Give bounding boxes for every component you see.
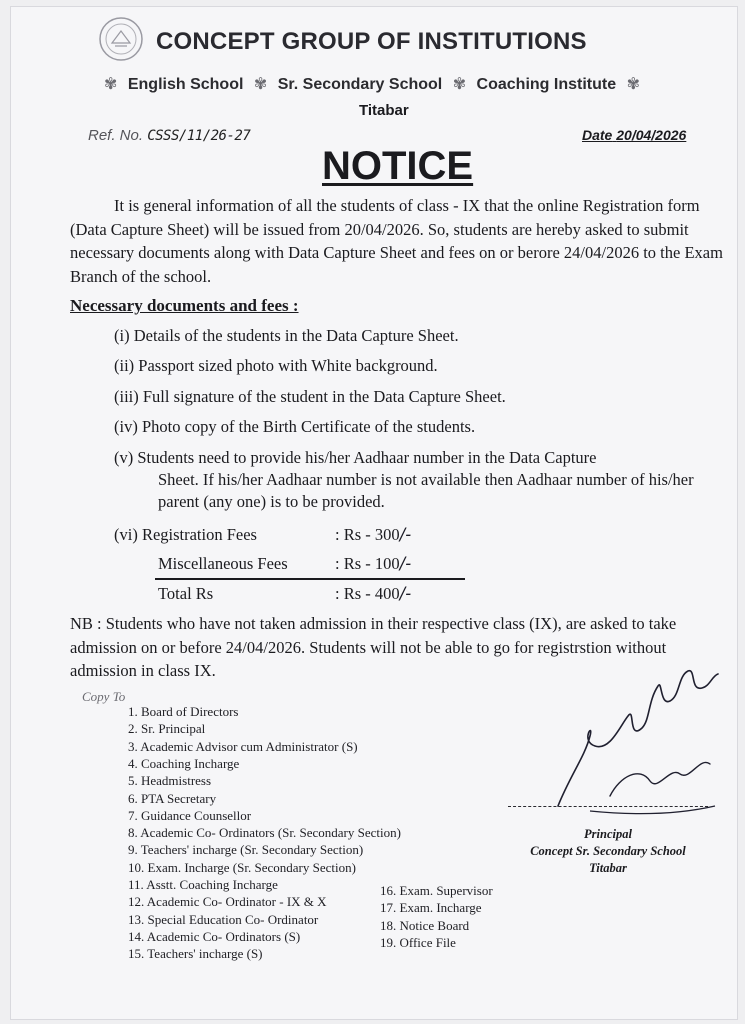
star-icon: ✾ — [104, 76, 118, 93]
copy-to-heading: Copy To — [82, 689, 126, 704]
copy-to-item: 1. Board of Directors — [128, 704, 239, 719]
copy-to-item: 14. Academic Co- Ordinators (S) — [128, 928, 301, 944]
signatory-title: Principal — [584, 827, 632, 841]
signatory-school: Concept Sr. Secondary School — [530, 844, 686, 858]
copy-to-item: 18. Notice Board — [380, 917, 470, 933]
pen-mark: /- — [399, 584, 412, 603]
copy-to-item: 13. Special Education Co- Ordinator — [128, 911, 319, 927]
copy-to-item: 2. Sr. Principal — [128, 721, 206, 737]
institution-name: CONCEPT GROUP OF INSTITUTIONS — [156, 28, 587, 55]
fee-total-label: Total Rs — [158, 584, 214, 603]
date-value: 20/04/2026 — [616, 127, 687, 143]
notice-title: NOTICE — [322, 144, 474, 188]
institution-location: Titabar — [359, 102, 409, 119]
documents-heading: Necessary documents and fees : — [70, 296, 299, 315]
signature-line — [508, 806, 708, 807]
reference-number — [88, 127, 250, 144]
copy-to-item: 16. Exam. Supervisor — [380, 883, 493, 898]
fee-registration-value — [335, 525, 411, 545]
institution-subtitle — [98, 74, 646, 94]
subtitle-sr-secondary: Sr. Secondary School — [277, 76, 443, 93]
copy-to-item: 6. PTA Secretary — [128, 790, 217, 806]
fee-amount: : Rs - 400 — [335, 584, 400, 603]
star-icon: ✾ — [253, 76, 268, 93]
notice-date — [582, 127, 686, 143]
intro-paragraph: It is general information of all the students of class - IX that the online Registration form (Data Capture Sheet) will be issued from 20/04/2026. So, students are hereby asked to submit necessary documents along with Data Capture Sheet and fees on or berore 24/04/2026 to the Exam Branch of the school. — [70, 196, 723, 286]
copy-to-item: 5. Headmistress — [128, 773, 212, 789]
school-logo-seal — [98, 16, 144, 62]
copy-to-item: 9. Teachers' incharge (Sr. Secondary Section) — [128, 842, 364, 858]
document-item: (iii) Full signature of the student in the Data Capture Sheet. — [114, 387, 506, 406]
document-item: (ii) Passport sized photo with White background. — [114, 356, 438, 375]
notice-sheet — [10, 6, 738, 1020]
subtitle-coaching: Coaching Institute — [476, 76, 617, 93]
signatory-place: Titabar — [589, 861, 627, 875]
copy-to-item: 3. Academic Advisor cum Administrator (S) — [128, 738, 358, 754]
copy-to-item: 8. Academic Co- Ordinators (Sr. Secondary Section) — [128, 825, 401, 841]
fee-registration-label: (vi) Registration Fees — [114, 525, 257, 544]
fee-divider — [155, 578, 465, 580]
fee-misc-value — [335, 554, 411, 574]
copy-to-item: 19. Office File — [380, 934, 456, 950]
copy-to-item: 7. Guidance Counsellor — [128, 807, 252, 823]
fee-misc-label: Miscellaneous Fees — [158, 554, 288, 573]
signatory-block — [508, 826, 708, 877]
copy-to-item: 15. Teachers' incharge (S) — [128, 946, 263, 962]
copy-to-item: 11. Asstt. Coaching Incharge — [128, 877, 278, 892]
copy-to-item: 4. Coaching Incharge — [128, 755, 240, 771]
copy-to-item: 12. Academic Co- Ordinator - IX & X — [128, 894, 327, 910]
pen-mark: /- — [399, 554, 412, 573]
copy-to-item: 10. Exam. Incharge (Sr. Secondary Section) — [128, 859, 356, 875]
copy-to-item: 17. Exam. Incharge — [380, 900, 482, 916]
date-label: Date — [582, 127, 613, 143]
star-icon: ✾ — [626, 76, 640, 93]
aadhaar-line-rest: Sheet. If his/her Aadhaar number is not available then Aadhaar number of his/her parent (any one) is to be provided. — [158, 470, 694, 511]
pen-mark: /- — [399, 525, 412, 544]
fee-amount: : Rs - 300 — [335, 525, 400, 544]
document-item-aadhaar — [114, 447, 728, 513]
subtitle-english-school: English School — [127, 76, 244, 93]
document-item: (iv) Photo copy of the Birth Certificate of the students. — [114, 417, 476, 436]
nb-paragraph: NB : Students who have not taken admission in their respective class (IX), are asked to take admission on or before 24/04/2026. Students will not be able to go for registrstion without admission in class IX. — [70, 614, 677, 680]
ref-value: CSSS/11/26-27 — [147, 128, 251, 144]
star-icon: ✾ — [452, 76, 467, 93]
aadhaar-line-1: (v) Students need to provide his/her Aadhaar number in the Data Capture — [114, 448, 597, 467]
principal-signature — [550, 646, 730, 821]
document-item: (i) Details of the students in the Data Capture Sheet. — [114, 326, 459, 345]
ref-label: Ref. No. — [88, 127, 144, 144]
fee-amount: : Rs - 100 — [335, 554, 400, 573]
fee-total-value — [335, 584, 411, 604]
